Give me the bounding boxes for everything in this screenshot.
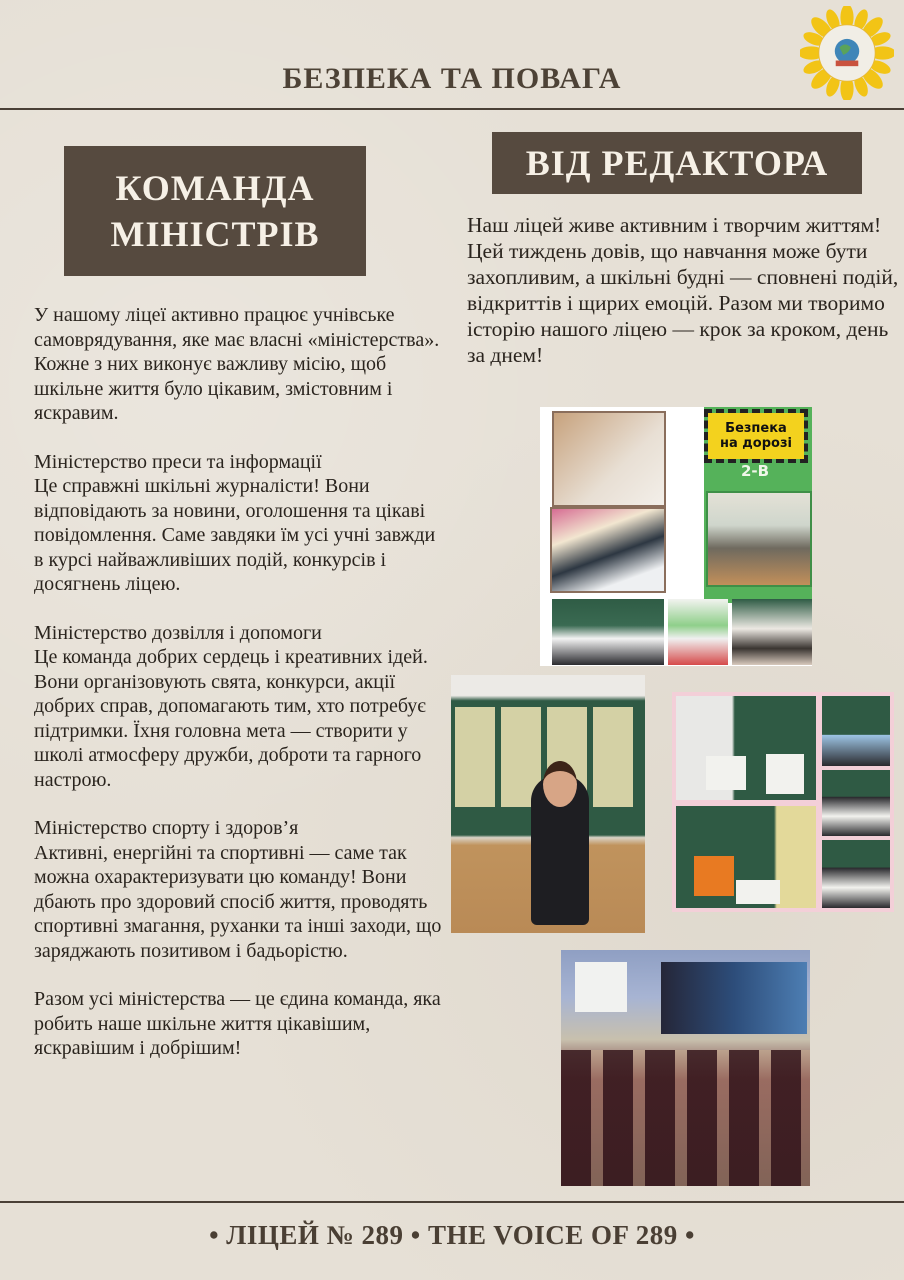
ministers-heading-line1: КОМАНДА bbox=[115, 168, 315, 208]
hall-window bbox=[575, 962, 627, 1012]
section-title: Міністерство преси та інформації bbox=[34, 450, 322, 473]
certificate bbox=[706, 756, 746, 790]
boy-head bbox=[543, 761, 577, 807]
section-text: Активні, енергійні та спортивні — саме так можна охарактеризувати цю команду! Вони дбають про здоровий спосіб життя, проводять спортивні змагання, руханки та інші заходи, що заряджають позитивом і бадьорістю. bbox=[34, 841, 442, 962]
photo-two-students-3 bbox=[822, 770, 890, 836]
photo-child-puzzle bbox=[552, 411, 666, 507]
audience bbox=[561, 1050, 810, 1186]
section-text: Це справжні шкільні журналісти! Вони відповідають за новини, оголошення та цікаві повідомлення. Саме завдяки їм усі учні завжди в курсі найважливіших подій, конкурсів і досягнень ліцею. bbox=[34, 475, 436, 595]
article-conclusion: Разом усі міністерства — це єдина команда, яка робить наше шкільне життя цікавішим, яскравішим і добрішим! bbox=[34, 988, 441, 1059]
road-safety-sign bbox=[704, 409, 808, 463]
article-section-press bbox=[34, 450, 444, 597]
article-section-leisure bbox=[34, 621, 444, 793]
sign-line1: Безпека bbox=[725, 421, 787, 436]
header-divider bbox=[0, 108, 904, 110]
article-intro: У нашому ліцеї активно працює учнівське самоврядування, яке має власні «міністерства». Кожне з них виконує важливу місію, щоб шкільне життя було цікавим, змістовним і яскравим. bbox=[34, 304, 440, 424]
school-logo-sunflower-icon bbox=[800, 6, 894, 100]
photo-boy-at-board bbox=[451, 675, 645, 933]
photo-teacher-children bbox=[732, 599, 812, 665]
section-title: Міністерство дозвілля і допомоги bbox=[34, 621, 322, 644]
certificate bbox=[736, 880, 780, 904]
photo-two-students-2 bbox=[676, 806, 816, 908]
section-text: Це команда добрих сердець і креативних ідей. Вони організовують свята, конкурси, акції добрих справ, допомагають тим, хто потребує підтримки. Їхня головна мета — створити у школі атмосферу дружби, доброти та гарного настрою. bbox=[34, 646, 428, 791]
ministers-heading-line2: МІНІСТРІВ bbox=[110, 214, 320, 254]
sign-line2: на дорозі bbox=[720, 436, 792, 451]
ministers-article bbox=[34, 303, 444, 1085]
student-orange-shirt bbox=[694, 856, 734, 896]
photo-two-students-1 bbox=[676, 696, 816, 800]
section-title: Міністерство спорту і здоров’я bbox=[34, 817, 299, 839]
certificates-collage bbox=[672, 692, 894, 912]
photo-traffic-drawing bbox=[668, 599, 728, 665]
certificate bbox=[766, 754, 804, 794]
photo-assembly-hall bbox=[561, 950, 810, 1186]
hall-stage bbox=[661, 962, 807, 1034]
photo-two-students-4 bbox=[822, 840, 890, 908]
footer-divider bbox=[0, 1201, 904, 1203]
editor-note: Наш ліцей живе активним і творчим життям! Цей тиждень довів, що навчання може бути захопливим, а шкільні будні — сповнені подій, відкриттів і щирих емоцій. Разом ми творимо історію нашого ліцею — крок за кроком, день за днем! bbox=[467, 213, 899, 367]
ministers-heading-box bbox=[64, 146, 366, 276]
class-label: 2-В bbox=[740, 462, 770, 480]
page-title: БЕЗПЕКА ТА ПОВАГА bbox=[282, 62, 622, 95]
article-section-sport bbox=[34, 816, 444, 963]
footer-text: • ЛІЦЕЙ № 289 • THE VOICE OF 289 • bbox=[209, 1220, 695, 1250]
editor-heading: ВІД РЕДАКТОРА bbox=[525, 143, 829, 183]
photo-child-drawing bbox=[550, 507, 666, 593]
editor-heading-box bbox=[492, 132, 862, 194]
photo-two-girls bbox=[822, 696, 890, 766]
photo-classroom bbox=[706, 491, 812, 587]
photo-students-certificates bbox=[552, 599, 664, 665]
